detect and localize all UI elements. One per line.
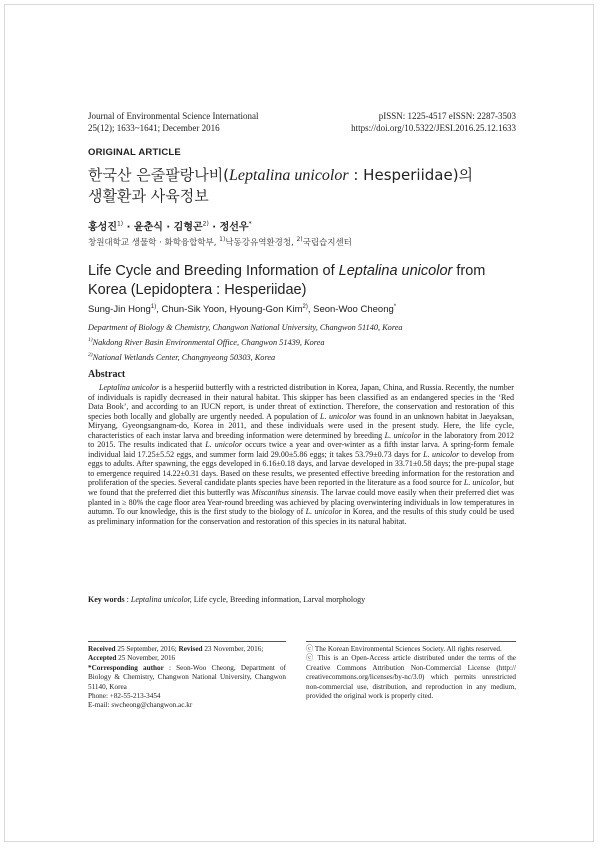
footnote-right — [306, 645, 516, 701]
keywords-separator: : — [124, 595, 131, 604]
english-author-name: Chun-Sik Yoon — [161, 304, 225, 316]
corresponding-line — [88, 664, 286, 692]
korean-title-pre: 한국산 은줄팔랑나비( — [88, 166, 230, 184]
english-affiliations — [88, 321, 528, 364]
email-line[interactable]: E-mail: swcheong@changwon.ac.kr — [88, 701, 193, 710]
species-name: Leptalina unicolor, — [130, 595, 192, 604]
korean-title-line1 — [88, 165, 518, 186]
korean-author-name: 홍성진 — [88, 222, 117, 233]
footnote-left — [88, 645, 286, 711]
text-segment: was found in an unknown habitat in Jaeyaksan, Miryang, Gyeongsangnam-do, Korea in 2011, and these individuals were used in the present study. Here, the life cycle, characteristics of each instar larva and breeding information were determined by breeding — [88, 411, 514, 440]
doi-link[interactable]: https://doi.org/10.5322/JESI.2016.25.12.1633 — [351, 122, 516, 133]
species-name: L. unicolor — [384, 430, 421, 440]
journal-name: Journal of Environmental Science International — [88, 111, 259, 121]
footnote-rule-left — [88, 641, 286, 642]
text-segment: , but we found that the preferred diet this butterfly was — [88, 478, 514, 498]
text-segment: occurs twice a year and over-winter as a fifth instar larva. A spring-form female individual laid 17.25±5.52 eggs, and summer form laid 29.00±5.86 eggs; it takes 53.79±0.73 days for — [88, 440, 514, 459]
footnote-rule-right — [306, 641, 516, 642]
journal-citation: 25(12); 1633~1641; December 2016 — [88, 122, 220, 133]
article-type: ORIGINAL ARTICLE — [88, 147, 181, 158]
affiliation-line — [88, 349, 528, 364]
korean-title-species: Leptalina unicolor — [229, 167, 349, 184]
english-author-name: Sung-Jin Hong — [88, 304, 151, 316]
author-separator: · — [123, 222, 134, 233]
author-separator: , — [156, 304, 162, 316]
affiliation-sup: 2) — [88, 351, 93, 358]
korean-affiliation-sup: 2) — [296, 236, 303, 244]
accepted-date: 25 November, 2016 — [116, 654, 176, 663]
accepted-label: Accepted — [88, 654, 117, 663]
revised-label: Revised — [178, 645, 203, 653]
affiliation-line — [88, 334, 528, 349]
korean-author-sup: 1) — [116, 220, 124, 228]
author-separator: · — [208, 222, 220, 233]
journal-ids — [300, 111, 516, 134]
revised-date: 23 November, 2016; — [202, 645, 264, 653]
english-title-post: from — [452, 263, 486, 279]
received-line — [88, 645, 286, 654]
species-name: L. unicolor — [205, 440, 242, 450]
phone-line: Phone: +82-55-213-3454 — [88, 692, 161, 701]
english-authors — [88, 304, 396, 315]
issn: pISSN: 1225-4517 eISSN: 2287-3503 — [378, 111, 516, 121]
korean-authors — [88, 218, 252, 233]
korean-title-post: : Hesperiidae)의 — [348, 166, 474, 184]
korean-author-name: 김형곤 — [173, 222, 203, 233]
species-name: Leptalina unicolor — [99, 383, 160, 392]
korean-affiliations — [88, 236, 352, 248]
text-segment: in the laboratory from 2012 to 2015. The results indicated that — [88, 430, 514, 450]
english-title-line1 — [88, 262, 528, 281]
korean-author-sup: * — [248, 220, 252, 228]
author-separator: , — [224, 304, 230, 316]
english-author-sup: 1) — [150, 304, 157, 310]
keywords-list — [131, 595, 365, 604]
korean-title-line2: 생활환과 사육정보 — [88, 187, 209, 205]
keywords-label: Key words — [88, 595, 125, 604]
species-name: L. unicolor — [423, 449, 460, 459]
text-segment: Life cycle, Breeding information, Larval morphology — [191, 595, 366, 604]
korean-title — [88, 165, 518, 206]
received-date: 25 September, 2016; — [115, 645, 179, 653]
species-name: Miscanthus sinensis — [251, 488, 317, 498]
species-name: L. unicolor — [320, 411, 357, 421]
abstract-body — [88, 383, 514, 526]
english-author-name: Hyoung-Gon Kim — [229, 304, 303, 316]
keywords — [88, 595, 518, 604]
korean-affiliation-2: 국립습지센터 — [302, 238, 352, 248]
english-author-name: Seon-Woo Cheong — [313, 304, 394, 316]
text-segment: . The larvae could move easily when their preferred diet was planted in ≥ 80% the cage floor area Year-round breeding was achieved by placing overwintering individuals in low temperatures in autumn. To our knowledge, this is the first study to the biology of — [88, 488, 514, 517]
author-separator: · — [162, 222, 174, 233]
license-text: ⓒ This is an Open-Access article distributed under the terms of the Creative Commons Attribution Non-Commercial License (http:// creativecommons.org/licenses/by-nc/3.0) which permits unrestricted non-commercial use, distribution, and reproduction in any medium, provided the original work is properly cited. — [306, 654, 516, 701]
text-segment: is a hesperiid butterfly with a restricted distribution in Korea, Japan, China, and Russia. Recently, the number of individuals is rapidly decreased in their natural habitat. This skipper has been classified as an endangered species in the ‘Red Data Book’, and according to an IUCN report, is under threat of extinction. Therefore, the conservation and restoration of this species both locally and globally are urgently needed. A population of — [88, 383, 514, 421]
species-name: L. unicolor — [305, 507, 342, 517]
affiliation-sup: 1) — [88, 337, 93, 343]
corresponding-text: : Seon-Woo Cheong, Department of Biology & Chemistry, Changwon National University, Changwon 51140, Korea — [88, 663, 286, 691]
korean-author-name: 정선우 — [219, 222, 249, 233]
accepted-line — [88, 654, 286, 663]
english-author-sup: * — [393, 304, 397, 310]
abstract-heading: Abstract — [88, 369, 126, 380]
copyright-line: ⓒ The Korean Environmental Sciences Society. All rights reserved. — [306, 645, 502, 653]
affiliation-line — [88, 321, 528, 334]
affiliation-text: Nakdong River Basin Environmental Office, Changwon 51439, Korea — [92, 337, 325, 347]
korean-author-sup: 2) — [202, 220, 209, 228]
received-label: Received — [88, 645, 116, 653]
korean-affiliation-sup: 1) — [219, 236, 226, 244]
english-title-pre: Life Cycle and Breeding Information of — [88, 263, 339, 279]
english-title-species: Leptalina unicolor — [338, 263, 453, 279]
korean-affiliation-1: 낙동강유역환경청, — [225, 238, 297, 248]
english-title — [88, 262, 528, 300]
corresponding-label: *Corresponding author — [88, 663, 164, 672]
affiliation-text: National Wetlands Center, Changnyeong 50303, Korea — [92, 352, 276, 362]
species-name: L. unicolor — [463, 478, 500, 488]
english-title-line2: Korea (Lepidoptera : Hesperiidae) — [88, 282, 307, 298]
english-author-sup: 2) — [302, 304, 308, 310]
affiliation-text: Department of Biology & Chemistry, Changwon National University, Changwon 51140, Korea — [88, 323, 403, 332]
korean-author-name: 윤춘식 — [133, 222, 163, 233]
author-separator: , — [307, 304, 314, 316]
text-segment: in Korea, and the results of this study could be used as preliminary information for the conservation and restoration of this species in its natural habitat. — [88, 507, 514, 526]
korean-affiliation-main: 창원대학교 생물학 · 화학융합학부, — [88, 238, 220, 248]
text-segment: to develop from eggs to adults. After spawning, the eggs developed in 6.16±0.18 days, and larvae developed in 33.71±0.58 days; the pre-pupal stage to emergence required 14.22±0.31 days. Based on these results, we presented effective breeding information for the restoration and proliferation of the species. Several candidate plants species have been reported in the literature as a food source for — [88, 449, 514, 488]
